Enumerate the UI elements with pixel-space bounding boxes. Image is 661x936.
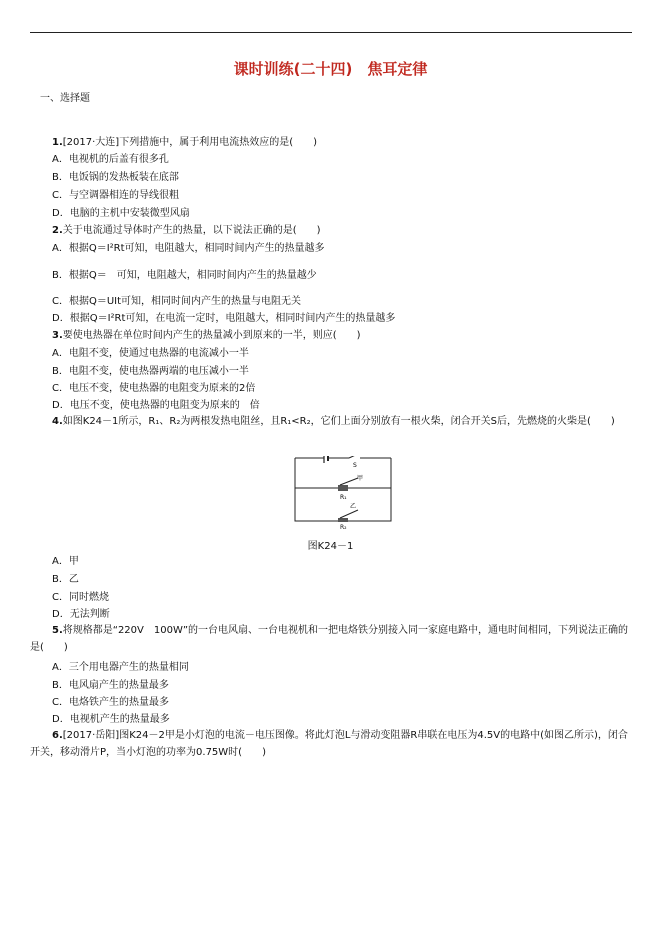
option-b: B．根据Q＝ 可知，电阻越大，相同时间内产生的热量越少 xyxy=(52,270,317,281)
switch-label: S xyxy=(353,462,357,469)
question-2 xyxy=(52,225,321,237)
match-icon xyxy=(340,478,358,485)
question-5 xyxy=(30,622,635,656)
section-heading: 一、选择题 xyxy=(40,93,90,104)
option-d: D．根据Q＝I²Rt可知，在电流一定时，电阻越大，相同时间内产生的热量越多 xyxy=(52,313,396,324)
option-a: A．三个用电器产生的热量相同 xyxy=(52,662,189,673)
resistor-r1-icon xyxy=(338,485,348,491)
resistor-r2-icon xyxy=(338,518,348,522)
question-3 xyxy=(52,330,361,342)
question-number: 3. xyxy=(52,330,63,341)
option-a: A．电视机的后盖有很多孔 xyxy=(52,154,169,165)
header-rule xyxy=(30,32,632,33)
match-icon xyxy=(340,510,358,518)
page-title: 课时训练(二十四) 焦耳定律 xyxy=(233,60,428,78)
option-b: B．电饭锅的发热板装在底部 xyxy=(52,172,179,183)
option-a: A．电阻不变，使通过电热器的电流减小一半 xyxy=(52,348,249,359)
question-number: 4. xyxy=(52,416,63,427)
question-number: 1. xyxy=(52,137,63,148)
option-b: B．电阻不变，使电热器两端的电压减小一半 xyxy=(52,366,249,377)
figure-caption: 图K24－1 xyxy=(307,541,354,552)
resistor-r1-label: R₁ xyxy=(340,494,347,501)
option-b: B．乙 xyxy=(52,574,79,585)
question-6 xyxy=(30,727,635,761)
circuit-outline xyxy=(295,488,391,521)
match-label-jia: 甲 xyxy=(357,475,364,482)
option-d: D．无法判断 xyxy=(52,609,110,620)
question-stem: 将规格都是“220V 100W”的一台电风扇、一台电视机和一把电烙铁分别接入同一家庭电路中，通电时间相同，下列说法正确的是( ) xyxy=(30,625,629,653)
question-number: 5. xyxy=(52,625,63,636)
question-stem: 关于电流通过导体时产生的热量，以下说法正确的是( ) xyxy=(62,225,321,236)
circuit-figure xyxy=(294,456,392,522)
option-c: C．电烙铁产生的热量最多 xyxy=(52,697,169,708)
option-d: D．电压不变，使电热器的电阻变为原来的 倍 xyxy=(52,400,260,411)
question-number: 2. xyxy=(52,225,63,236)
resistor-r2-label: R₂ xyxy=(340,524,347,531)
question-number: 6. xyxy=(52,730,63,741)
question-stem: 要使电热器在单位时间内产生的热量减小到原来的一半，则应( ) xyxy=(62,330,361,341)
option-d: D．电脑的主机中安装微型风扇 xyxy=(52,208,190,219)
question-stem: 如图K24－1所示，R₁、R₂为两根发热电阻丝，且R₁<R₂，它们上面分别放有一根火柴，闭合开关S后，先燃烧的火柴是( ) xyxy=(62,416,615,427)
option-d: D．电视机产生的热量最多 xyxy=(52,714,170,725)
question-stem: [2017·岳阳]图K24－2甲是小灯泡的电流－电压图像。将此灯泡L与滑动变阻器R串联在电压为4.5V的电路中(如图乙所示)，闭合开关，移动滑片P，当小灯泡的功率为0.75W时( ) xyxy=(30,730,628,758)
option-a: A．甲 xyxy=(52,556,79,567)
question-stem: [2017·大连]下列措施中，属于利用电流热效应的是( ) xyxy=(62,137,317,148)
question-1 xyxy=(52,137,317,149)
option-c: C．同时燃烧 xyxy=(52,592,109,603)
option-a: A．根据Q＝I²Rt可知，电阻越大，相同时间内产生的热量越多 xyxy=(52,243,325,254)
option-c: C．与空调器相连的导线很粗 xyxy=(52,190,179,201)
option-b: B．电风扇产生的热量最多 xyxy=(52,680,169,691)
option-c: C．电压不变，使电热器的电阻变为原来的2倍 xyxy=(52,383,256,394)
question-4 xyxy=(30,413,635,430)
option-c: C．根据Q＝UIt可知，相同时间内产生的热量与电阻无关 xyxy=(52,296,302,307)
switch-icon xyxy=(349,456,360,458)
match-label-yi: 乙 xyxy=(350,503,357,510)
